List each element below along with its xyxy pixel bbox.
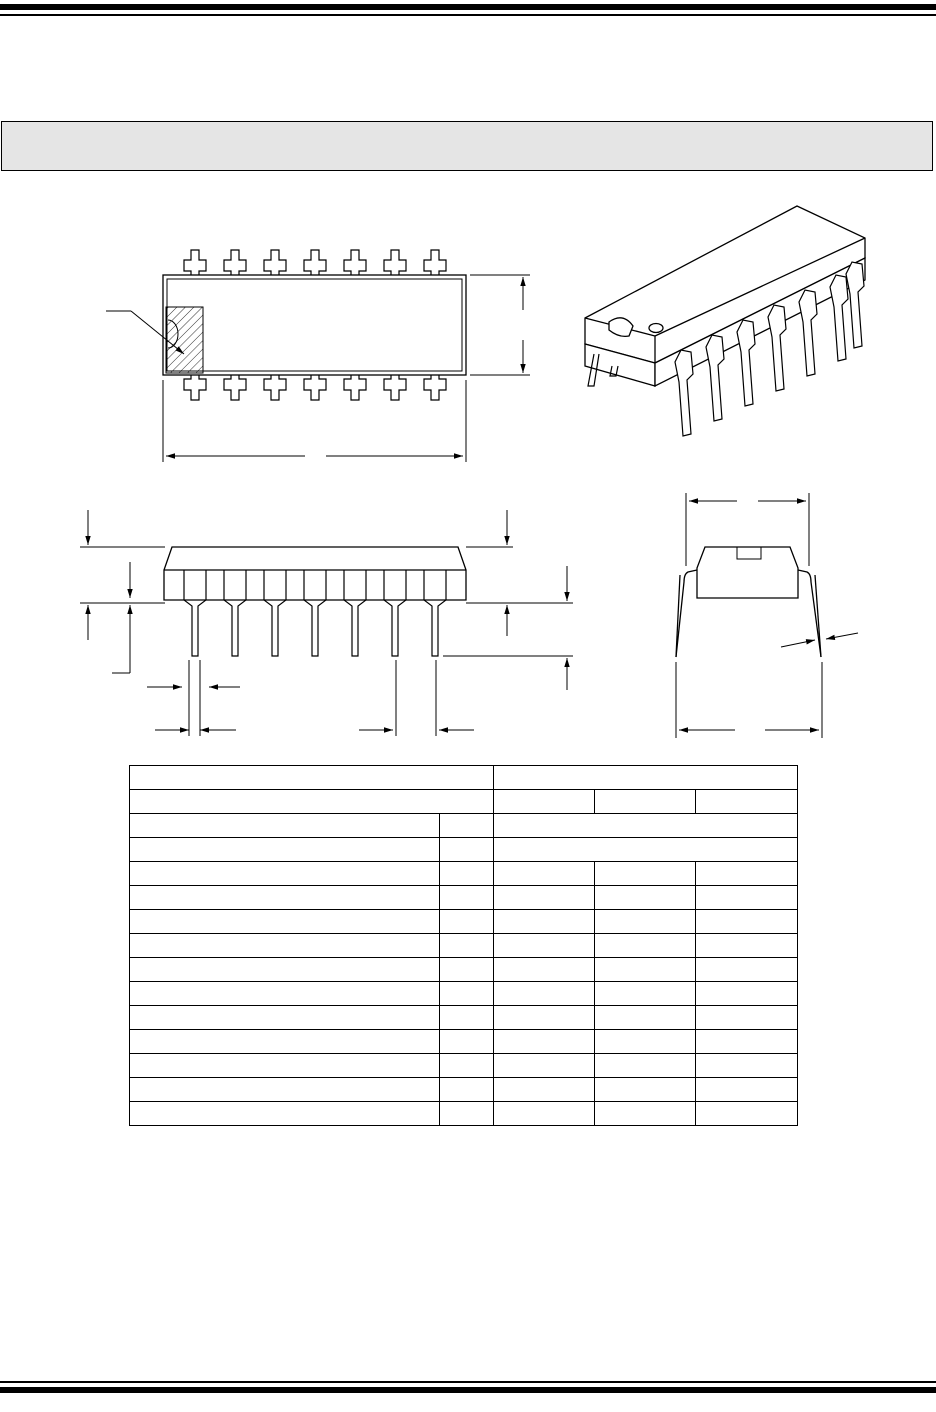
table-cell — [440, 814, 494, 838]
table-cell — [494, 910, 595, 934]
table-cell — [595, 958, 696, 982]
table-cell — [130, 862, 440, 886]
table-row — [130, 910, 798, 934]
table-cell — [494, 814, 798, 838]
table-cell — [595, 1030, 696, 1054]
pin — [344, 250, 366, 275]
table-cell — [696, 886, 798, 910]
pin — [344, 570, 366, 656]
table-row-limits — [130, 790, 798, 814]
table-cell — [130, 886, 440, 910]
pin — [675, 350, 693, 436]
side-view-dimensions — [80, 510, 573, 736]
end-view-dimensions — [676, 493, 858, 738]
table-cell — [595, 1006, 696, 1030]
table-cell — [440, 910, 494, 934]
table-cell — [494, 982, 595, 1006]
table-cell — [440, 838, 494, 862]
dimension-table — [129, 765, 798, 1126]
table-cell — [130, 1078, 440, 1102]
table-row — [130, 886, 798, 910]
table-cell — [696, 910, 798, 934]
table-cell — [696, 934, 798, 958]
isometric-view — [585, 206, 865, 386]
table-cell — [595, 910, 696, 934]
side-view-outline — [164, 547, 466, 600]
pin — [384, 250, 406, 275]
table-cell — [494, 886, 595, 910]
table-cell — [130, 1054, 440, 1078]
pin — [224, 375, 246, 400]
table-row — [130, 1102, 798, 1126]
table-cell — [494, 1006, 595, 1030]
table-cell — [130, 814, 440, 838]
table-cell — [595, 1054, 696, 1078]
pin — [264, 250, 286, 275]
side-view-pins — [184, 570, 446, 656]
table-cell — [494, 1030, 595, 1054]
table-cell — [696, 1054, 798, 1078]
table-cell — [696, 958, 798, 982]
table-cell — [696, 1006, 798, 1030]
table-row — [130, 838, 798, 862]
table-cell — [595, 982, 696, 1006]
table-cell — [440, 1102, 494, 1126]
pin — [344, 375, 366, 400]
table-cell — [595, 886, 696, 910]
pin — [424, 570, 446, 656]
pin — [768, 305, 786, 391]
table-cell — [595, 934, 696, 958]
pin — [264, 375, 286, 400]
pin — [846, 262, 864, 348]
table-row — [130, 1054, 798, 1078]
table-cell — [595, 1102, 696, 1126]
table-cell — [440, 886, 494, 910]
table-cell — [494, 838, 798, 862]
pin — [830, 275, 848, 361]
table-cell — [696, 982, 798, 1006]
table-row — [130, 862, 798, 886]
pin — [184, 570, 206, 656]
table-cell — [440, 1006, 494, 1030]
table-cell — [130, 790, 494, 814]
pin — [184, 375, 206, 400]
top-view-pins-lower — [184, 375, 446, 400]
table-row — [130, 934, 798, 958]
table-row — [130, 1078, 798, 1102]
table-cell — [130, 1030, 440, 1054]
table-cell — [130, 838, 440, 862]
table-row-units — [130, 766, 798, 790]
table-row — [130, 814, 798, 838]
table-cell — [494, 1102, 595, 1126]
table-cell — [494, 958, 595, 982]
table-cell — [440, 1030, 494, 1054]
table-cell — [130, 934, 440, 958]
table-row — [130, 958, 798, 982]
table-cell — [595, 790, 696, 814]
top-view-outline — [106, 275, 466, 375]
table-cell — [696, 790, 798, 814]
table-cell — [494, 1054, 595, 1078]
pin — [737, 320, 755, 406]
table-cell — [494, 766, 798, 790]
end-view-outline — [676, 547, 821, 657]
table-row — [130, 1006, 798, 1030]
table-cell — [130, 982, 440, 1006]
pin — [384, 375, 406, 400]
pin — [304, 250, 326, 275]
pin — [799, 290, 817, 376]
table-cell — [696, 1102, 798, 1126]
pin — [304, 570, 326, 656]
table-cell — [696, 1078, 798, 1102]
top-view-pins-upper — [184, 250, 446, 275]
pin — [264, 570, 286, 656]
pin — [224, 250, 246, 275]
table-cell — [440, 1054, 494, 1078]
table-cell — [494, 790, 595, 814]
table-cell — [130, 766, 494, 790]
pin — [224, 570, 246, 656]
table-cell — [494, 1078, 595, 1102]
table-cell — [440, 1078, 494, 1102]
table-cell — [696, 1030, 798, 1054]
footer-rule-thick — [0, 1387, 936, 1393]
footer-rule-thin — [0, 1381, 936, 1383]
table-cell — [130, 910, 440, 934]
table-cell — [494, 862, 595, 886]
table-cell — [130, 1102, 440, 1126]
table-cell — [440, 862, 494, 886]
table-cell — [440, 958, 494, 982]
table-cell — [494, 934, 595, 958]
table-cell — [440, 982, 494, 1006]
pin — [304, 375, 326, 400]
table-row — [130, 1030, 798, 1054]
pin — [384, 570, 406, 656]
table-cell — [440, 934, 494, 958]
table-row — [130, 982, 798, 1006]
pin — [706, 335, 724, 421]
pin — [184, 250, 206, 275]
table-cell — [595, 862, 696, 886]
table-cell — [130, 1006, 440, 1030]
pin — [424, 250, 446, 275]
pin — [424, 375, 446, 400]
top-view-dimensions — [163, 275, 530, 462]
table-cell — [130, 958, 440, 982]
table-cell — [696, 862, 798, 886]
table-cell — [595, 1078, 696, 1102]
